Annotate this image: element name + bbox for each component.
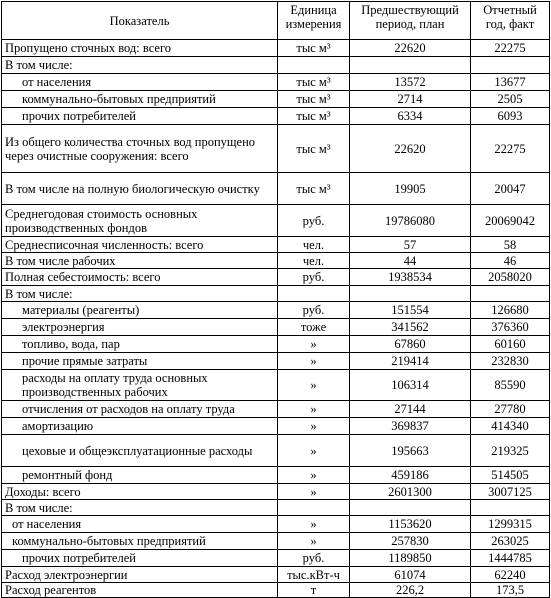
row-unit [278, 57, 350, 74]
row-fact-value: 126680 [471, 302, 550, 319]
data-table [1, 1, 550, 598]
row-unit: тыс м³ [278, 40, 350, 57]
row-fact-value: 85590 [471, 370, 550, 401]
row-label: Расход электроэнергии [2, 567, 278, 583]
row-unit: руб. [278, 205, 350, 237]
row-unit: » [278, 418, 350, 435]
row-label: коммунально-бытовых предприятий [2, 91, 278, 108]
row-fact-value: 3007125 [471, 484, 550, 500]
row-label: Среднесписочная численность: всего [2, 237, 278, 253]
table-row [2, 500, 550, 516]
row-fact-value: 514505 [471, 467, 550, 484]
table-row [2, 253, 550, 269]
row-prev-value: 19786080 [350, 205, 471, 237]
row-unit: руб. [278, 550, 350, 567]
row-fact-value: 46 [471, 253, 550, 269]
row-label: от населения [2, 516, 278, 533]
row-label: Полная себестоимость: всего [2, 269, 278, 286]
table-row [2, 567, 550, 583]
row-fact-value [471, 286, 550, 302]
row-unit: » [278, 516, 350, 533]
row-fact-value: 27780 [471, 401, 550, 418]
row-fact-value: 219325 [471, 435, 550, 467]
row-label: В том числе: [2, 286, 278, 302]
row-prev-value: 1938534 [350, 269, 471, 286]
table-row [2, 319, 550, 336]
row-fact-value: 232830 [471, 353, 550, 370]
row-fact-value [471, 500, 550, 516]
row-prev-value: 57 [350, 237, 471, 253]
table-row [2, 550, 550, 567]
row-label: прочих потребителей [2, 108, 278, 125]
row-prev-value: 22620 [350, 40, 471, 57]
table-row [2, 286, 550, 302]
row-fact-value: 22275 [471, 40, 550, 57]
row-fact-value: 58 [471, 237, 550, 253]
row-prev-value: 61074 [350, 567, 471, 583]
row-prev-value [350, 500, 471, 516]
table-row [2, 583, 550, 598]
row-unit: тыс м³ [278, 74, 350, 91]
row-label: материалы (реагенты) [2, 302, 278, 319]
row-fact-value: 6093 [471, 108, 550, 125]
table-row [2, 516, 550, 533]
row-unit: » [278, 435, 350, 467]
row-unit: » [278, 353, 350, 370]
row-label: Из общего количества сточных вод пропущено через очистные сооружения: всего [2, 125, 278, 173]
row-unit: тыс м³ [278, 125, 350, 173]
row-fact-value: 13677 [471, 74, 550, 91]
row-unit: » [278, 484, 350, 500]
table-row [2, 125, 550, 173]
row-label: расходы на оплату труда основных производственных рабочих [2, 370, 278, 401]
table-row [2, 57, 550, 74]
row-unit: » [278, 467, 350, 484]
row-fact-value: 22275 [471, 125, 550, 173]
row-unit: чел. [278, 253, 350, 269]
table-row [2, 533, 550, 550]
table-row [2, 401, 550, 418]
row-prev-value: 27144 [350, 401, 471, 418]
table-row [2, 269, 550, 286]
row-prev-value: 67860 [350, 336, 471, 353]
row-unit: тыс м³ [278, 91, 350, 108]
row-label: коммунально-бытовых предприятий [2, 533, 278, 550]
row-label: Пропущено сточных вод: всего [2, 40, 278, 57]
row-prev-value: 151554 [350, 302, 471, 319]
row-fact-value: 1299315 [471, 516, 550, 533]
row-unit: тыс м³ [278, 173, 350, 205]
row-unit: » [278, 401, 350, 418]
row-prev-value [350, 286, 471, 302]
row-prev-value: 22620 [350, 125, 471, 173]
row-fact-value: 414340 [471, 418, 550, 435]
row-label: амортизацию [2, 418, 278, 435]
row-unit [278, 500, 350, 516]
header-unit: Единица измерения [278, 2, 350, 40]
row-label: прочие прямые затраты [2, 353, 278, 370]
table-row [2, 74, 550, 91]
row-unit: чел. [278, 237, 350, 253]
table-row [2, 108, 550, 125]
table-row [2, 418, 550, 435]
row-fact-value: 376360 [471, 319, 550, 336]
table-row [2, 370, 550, 401]
table-row [2, 467, 550, 484]
table-row [2, 353, 550, 370]
row-unit: тыс.кВт-ч [278, 567, 350, 583]
row-label: электроэнергия [2, 319, 278, 336]
table-row [2, 237, 550, 253]
header-indicator: Показатель [2, 2, 278, 40]
row-prev-value: 19905 [350, 173, 471, 205]
row-prev-value: 6334 [350, 108, 471, 125]
table-row [2, 484, 550, 500]
row-fact-value: 1444785 [471, 550, 550, 567]
row-label: ремонтный фонд [2, 467, 278, 484]
row-label: Расход реагентов [2, 583, 278, 598]
row-label: В том числе: [2, 57, 278, 74]
row-fact-value: 20069042 [471, 205, 550, 237]
row-label: топливо, вода, пар [2, 336, 278, 353]
row-prev-value: 459186 [350, 467, 471, 484]
row-label: Среднегодовая стоимость основных производственных фондов [2, 205, 278, 237]
row-unit: тоже [278, 319, 350, 336]
table-row [2, 302, 550, 319]
row-fact-value: 173,5 [471, 583, 550, 598]
row-label: Доходы: всего [2, 484, 278, 500]
row-label: В том числе рабочих [2, 253, 278, 269]
row-unit [278, 286, 350, 302]
row-label: цеховые и общеэксплуатационные расходы [2, 435, 278, 467]
row-prev-value: 219414 [350, 353, 471, 370]
table-row [2, 40, 550, 57]
row-fact-value [471, 57, 550, 74]
row-prev-value: 13572 [350, 74, 471, 91]
row-prev-value: 1153620 [350, 516, 471, 533]
row-fact-value: 2058020 [471, 269, 550, 286]
row-prev-value: 44 [350, 253, 471, 269]
row-prev-value: 195663 [350, 435, 471, 467]
row-prev-value [350, 57, 471, 74]
table-row [2, 91, 550, 108]
row-fact-value: 60160 [471, 336, 550, 353]
row-prev-value: 257830 [350, 533, 471, 550]
row-prev-value: 1189850 [350, 550, 471, 567]
row-prev-value: 2601300 [350, 484, 471, 500]
row-label: прочих потребителей [2, 550, 278, 567]
row-unit: » [278, 336, 350, 353]
row-fact-value: 62240 [471, 567, 550, 583]
row-unit: тыс м³ [278, 108, 350, 125]
row-prev-value: 226,2 [350, 583, 471, 598]
row-unit: руб. [278, 302, 350, 319]
row-prev-value: 369837 [350, 418, 471, 435]
header-row [2, 2, 550, 40]
table-row [2, 435, 550, 467]
row-unit: » [278, 370, 350, 401]
row-label: В том числе: [2, 500, 278, 516]
row-unit: » [278, 533, 350, 550]
table-row [2, 173, 550, 205]
row-unit: т [278, 583, 350, 598]
row-label: В том числе на полную биологическую очистку [2, 173, 278, 205]
row-prev-value: 106314 [350, 370, 471, 401]
row-label: от населения [2, 74, 278, 91]
row-prev-value: 341562 [350, 319, 471, 336]
header-prev-period: Предшествующий период, план [350, 2, 471, 40]
row-fact-value: 2505 [471, 91, 550, 108]
header-fact-year: Отчетный год, факт [471, 2, 550, 40]
table-row [2, 336, 550, 353]
row-fact-value: 263025 [471, 533, 550, 550]
row-unit: руб. [278, 269, 350, 286]
row-label: отчисления от расходов на оплату труда [2, 401, 278, 418]
table-row [2, 205, 550, 237]
row-prev-value: 2714 [350, 91, 471, 108]
row-fact-value: 20047 [471, 173, 550, 205]
